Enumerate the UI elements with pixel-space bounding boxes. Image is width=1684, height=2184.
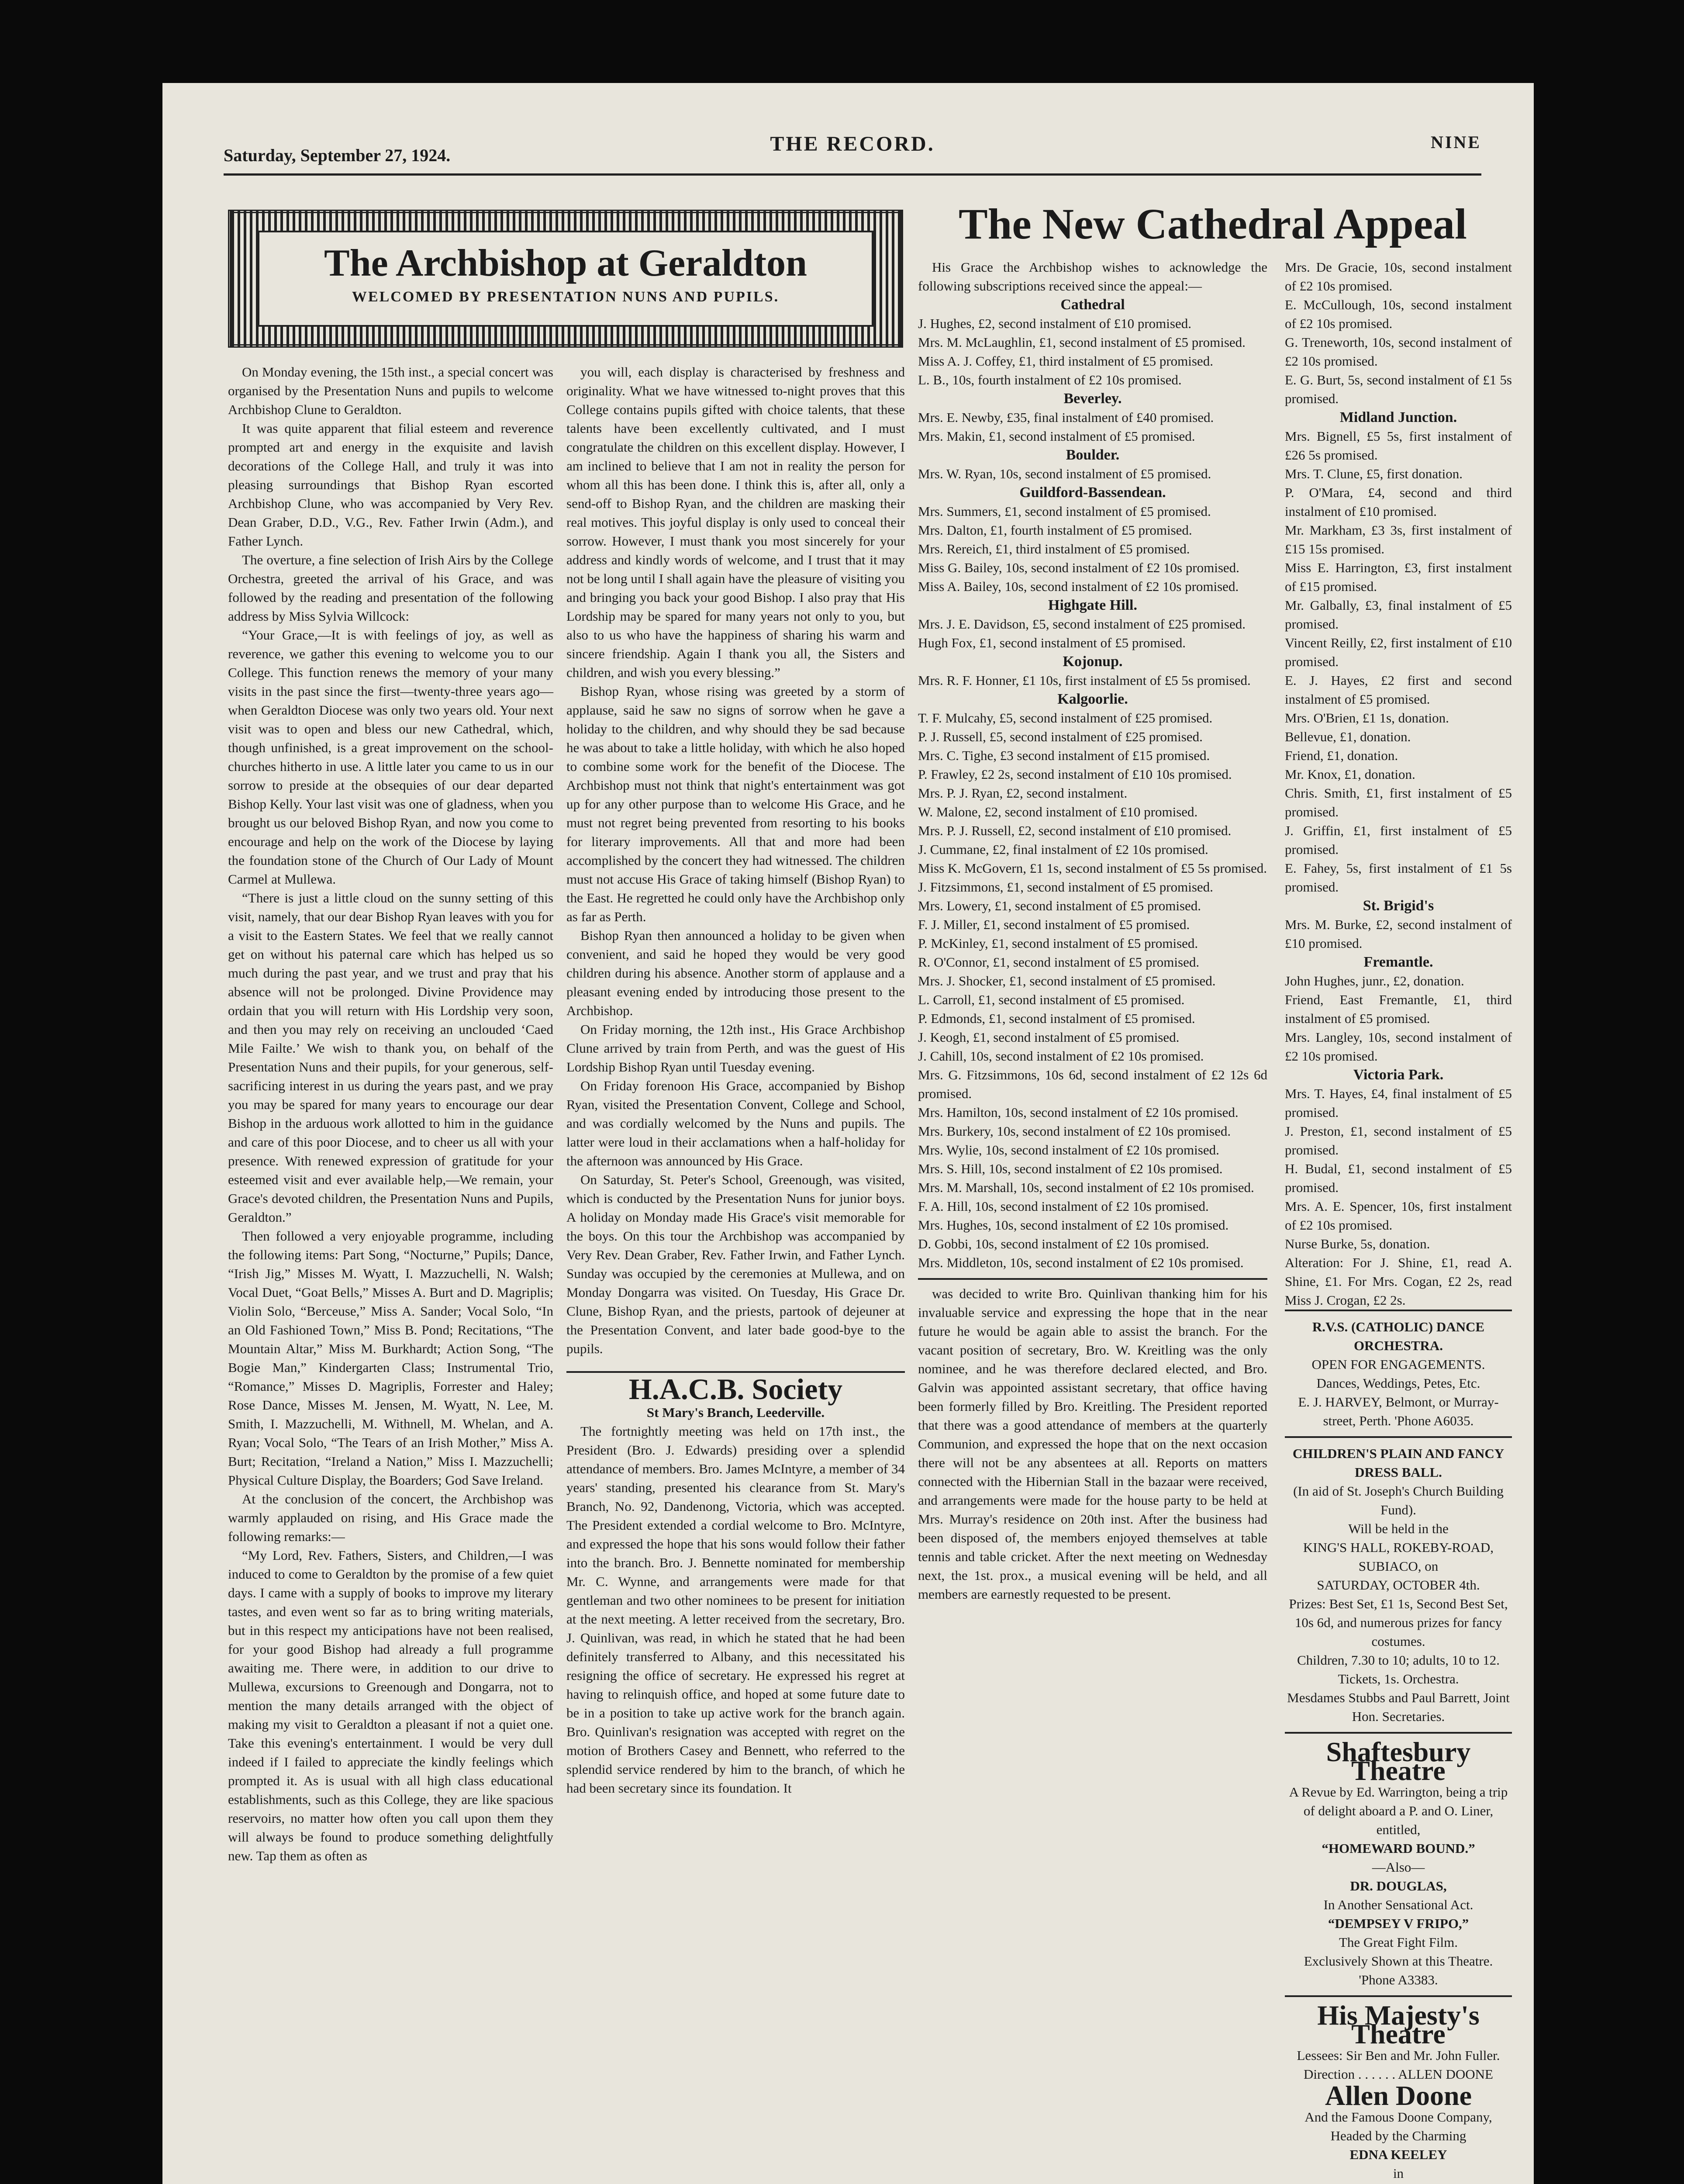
section-heading: Kalgoorlie. [1057,691,1128,707]
section-heading: St. Brigid's [1363,898,1434,914]
shaft-line1: A Revue by Ed. Warrington, being a trip of delight aboard a P. and O. Liner, entitled, [1289,1784,1508,1837]
paragraph: “Your Grace,—It is with feelings of joy, as well as reverence, we gather this evening to welcome you to our College. This function renews the memory of your many visits in the past since the first—twenty-three years ago—when Geraldton Diocese was only two years old. Your next visit was to open and bless our new Cathedral, which, though unfinished, is a great improvement on the school-churches hitherto in use. A little later you came to us in our sorrow to preside at the obsequies of our dear departed Bishop Kelly. Your last visit was one of gladness, when you brought us our beloved Bishop Ryan, and now you come to encourage and help on the work of the Diocese by laying the foundation stone of the Church of Our Lady of Mount Carmel at Mullewa. [228,627,553,887]
paragraph: Mrs. E. Newby, £35, final instalment of £40 promised. [918,410,1214,425]
paragraph: Mrs. W. Ryan, 10s, second instalment of £5 promised. [918,466,1211,481]
hm-line3: Allen Doone [1325,2080,1472,2111]
paragraph: John Hughes, junr., £2, donation. [1285,973,1464,988]
paragraph: Friend, East Fremantle, £1, third instalment of £5 promised. [1285,992,1512,1026]
paragraph: R. O'Connor, £1, second instalment of £5 promised. [918,954,1200,970]
paragraph: Chris. Smith, £1, first instalment of £5 promised. [1285,785,1512,819]
paragraph: Miss A. J. Coffey, £1, third instalment of £5 promised. [918,353,1213,369]
ball-line2: Will be held in the [1348,1521,1449,1536]
shaft-line2: “HOMEWARD BOUND.” [1322,1841,1475,1856]
paragraph: Vincent Reilly, £2, first instalment of £10 promised. [1285,635,1512,669]
ball-line6: Children, 7.30 to 10; adults, 10 to 12. [1297,1652,1500,1668]
ball-line7: Tickets, 1s. Orchestra. [1338,1671,1459,1686]
rvs-title: R.V.S. (CATHOLIC) DANCE ORCHESTRA. [1312,1319,1485,1353]
paragraph: P. O'Mara, £4, second and third instalment of £10 promised. [1285,485,1512,519]
paragraph: Mrs. P. J. Russell, £2, second instalment of £10 promised. [918,823,1232,838]
paragraph: Nurse Burke, 5s, donation. [1285,1236,1430,1251]
paragraph: E. G. Burt, 5s, second instalment of £1 5s promised. [1285,372,1512,406]
paragraph: J. Griffin, £1, first instalment of £5 promised. [1285,823,1512,857]
hm-line6: in [1393,2166,1404,2181]
paragraph: J. Cahill, 10s, second instalment of £2 10s promised. [918,1048,1204,1064]
ball-line4: SATURDAY, OCTOBER 4th. [1317,1577,1480,1593]
newspaper-page [162,83,1534,2184]
column-2 [566,363,905,1797]
paragraph: On Friday morning, the 12th inst., His Grace Archbishop Clune arrived by train from Perth, and was the guest of His Lordship Bishop Ryan until Tuesday evening. [566,1022,905,1075]
paragraph: Mrs. M. Marshall, 10s, second instalment of £2 10s promised. [918,1180,1254,1195]
shaftesbury-title: Shaftesbury Theatre [1326,1736,1471,1786]
paragraph: Mrs. O'Brien, £1 1s, donation. [1285,710,1449,726]
paragraph: Mrs. T. Hayes, £4, final instalment of £5 promised. [1285,1086,1512,1120]
paragraph: Mr. Galbally, £3, final instalment of £5 promised. [1285,598,1512,632]
section-heading: Beverley. [1063,390,1122,407]
paragraph: On Saturday, St. Peter's School, Greenough, was visited, which is conducted by the Presentation Nuns for junior boys. A holiday on Monday made His Grace's visit memorable for the boys. On this tour the Archbishop was accompanied by Very Rev. Dean Graber, Rev. Father Irwin, and Father Lynch. Sunday was occupied by the ceremonies at Mullewa, and on Monday Dongarra was visited. On Tuesday, His Grace Dr. Clune, Bishop Ryan, and the priests, partook of dejeuner at the Presentation Convent, and later bade good-bye to the pupils. [566,1172,905,1356]
paragraph: J. Preston, £1, second instalment of £5 promised. [1285,1123,1512,1158]
ball-title: CHILDREN'S PLAIN AND FANCY DRESS BALL. [1292,1446,1505,1480]
paragraph: Mrs. De Gracie, 10s, second instalment of £2 10s promised. [1285,259,1512,294]
paragraph: F. J. Miller, £1, second instalment of £5 promised. [918,917,1190,932]
paragraph: On Friday forenoon His Grace, accompanied by Bishop Ryan, visited the Presentation Convent, College and School, and was cordially welcomed by the Nuns and pupils. The latter were loud in their acclamations when a half-holiday for the afternoon was announced by His Grace. [566,1078,905,1168]
paragraph: Bishop Ryan then announced a holiday to be given when convenient, and said he hoped they would be very good children during his absence. Another storm of applause and a pleasant evening ended by introducing those present to the Archbishop. [566,928,905,1018]
paragraph: D. Gobbi, 10s, second instalment of £2 10s promised. [918,1236,1209,1251]
paragraph: Mrs. Makin, £1, second instalment of £5 promised. [918,429,1195,444]
paragraph: On Monday evening, the 15th inst., a special concert was organised by the Presentation Nuns and pupils to welcome Archbishop Clune to Geraldton. [228,364,553,417]
page-header [224,132,1481,189]
paragraph: It was quite apparent that filial esteem and reverence prompted art and energy in the exquisite and lavish decorations of the College Hall, and truly it was into pleasing surroundings that Bishop Ryan escorted Archbishop Clune, who was accompanied by Very Rev. Dean Graber, D.D., V.G., Rev. Father Irwin (Adm.), and Father Lynch. [228,421,553,549]
archbishop-title: The Archbishop at Geraldton [324,242,807,284]
paragraph: Mrs. J. E. Davidson, £5, second instalment of £25 promised. [918,616,1246,632]
paragraph: Friend, £1, donation. [1285,748,1398,763]
cathedral-intro: His Grace the Archbishop wishes to acknowledge the following subscriptions received since the appeal:— [918,259,1267,294]
shaft-line3: —Also— [1372,1859,1425,1875]
section-heading: Fremantle. [1363,954,1433,970]
paragraph: F. A. Hill, 10s, second instalment of £2 10s promised. [918,1199,1209,1214]
paragraph: Mrs. Lowery, £1, second instalment of £5 promised. [918,898,1201,913]
page-number: NINE [1430,132,1481,152]
paragraph: J. Cummane, £2, final instalment of £2 10s promised. [918,842,1208,857]
paragraph: G. Treneworth, 10s, second instalment of £2 10s promised. [1285,335,1512,369]
shaft-line7: The Great Fight Film. [1339,1935,1458,1950]
paragraph: L. Carroll, £1, second instalment of £5 promised. [918,992,1185,1007]
column-3 [918,258,1267,1603]
archbishop-subtitle: WELCOMED BY PRESENTATION NUNS AND PUPILS. [352,289,780,305]
cathedral-title: The New Cathedral Appeal [959,200,1467,248]
paragraph: “There is just a little cloud on the sunny setting of this visit, namely, that our dear Bishop Ryan leaves with you for a visit to the Eastern States. We feel that we really cannot get on without his paternal care which has helped us so much during the past year, and we trust and pray that his absence will not be prolonged. Divine Providence may ordain that you will return with His Lordship very soon, and then you may rely on receiving an unclouded ‘Caed Mile Failte.’ We wish to thank you, on behalf of the Presentation Nuns and their pupils, for your generous, self-sacrificing interest in us during the years past, and we pray you may be spared for many years to encourage our dear Bishop in the arduous work allotted to him in the guidance and care of this poor Diocese, and to cheer us all with your presence. With renewed expression of gratitude for your esteemed visit and ever available help,—We remain, your Grace's devoted children, the Presentation Nuns and Pupils, Geraldton.” [228,890,553,1225]
paragraph: Miss G. Bailey, 10s, second instalment of £2 10s promised. [918,560,1239,575]
paragraph: Mrs. C. Tighe, £3 second instalment of £15 promised. [918,748,1210,763]
paragraph: Mrs. M. Burke, £2, second instalment of £10 promised. [1285,917,1512,951]
paragraph: Mrs. Bignell, £5 5s, first instalment of £26 5s promised. [1285,429,1512,463]
paragraph: Mrs. T. Clune, £5, first donation. [1285,466,1463,481]
column-4 [1285,258,1512,2184]
paragraph: Alteration: For J. Shine, £1, read A. Shine, £1. For Mrs. Cogan, £2 2s, read Miss J. Crogan, £2 2s. [1285,1255,1512,1308]
paragraph: E. Fahey, 5s, first instalment of £1 5s promised. [1285,860,1512,895]
paragraph: At the conclusion of the concert, the Archbishop was warmly applauded on rising, and His Grace made the following remarks:— [228,1491,553,1544]
rvs-orchestra-ad [1285,1310,1512,1436]
shaft-line6: “DEMPSEY V FRIPO,” [1328,1916,1469,1931]
hacb-text-col2: The fortnightly meeting was held on 17th inst., the President (Bro. J. Edwards) presiding over a splendid attendance of members. Bro. James McIntyre, a member of 34 years' standing, presented his clearance from St. Mary's Branch, No. 92, Dandenong, Victoria, which was accepted. The President extended a cordial welcome to Bro. McIntyre, and expressed the hope that his sons would follow their father into the branch. Bro. J. Bennette nominated for membership Mr. C. Wynne, and arrangements were made for that gentleman and two other nominees to be present for initiation at the next meeting. A letter received from the secretary, Bro. J. Quinlivan, was read, in which he stated that he had been definitely transferred to Albany, and this necessitated his resigning the office of secretary. He expressed his regret at having to relinquish office, and hoped at some future date to be in a position to take up active work for the branch again. Bro. Quinlivan's resignation was accepted with regret on the motion of Brothers Casey and Bennett, who referred to the splendid service rendered by him to the branch, of which he had been secretary since its foundation. It [566,1424,905,1796]
paragraph: Mrs. Hamilton, 10s, second instalment of £2 10s promised. [918,1105,1239,1120]
paragraph: J. Keogh, £1, second instalment of £5 promised. [918,1030,1180,1045]
ball-line1: (In aid of St. Joseph's Church Building Fund). [1293,1483,1504,1517]
cathedral-list-col4 [1285,258,1512,1310]
paragraph: Mrs. Langley, 10s, second instalment of £2 10s promised. [1285,1030,1512,1064]
hm-line4: And the Famous Doone Company, Headed by the Charming [1304,2109,1492,2143]
paragraph: Mrs. Hughes, 10s, second instalment of £2 10s promised. [918,1217,1229,1233]
hm-line2: Direction . . . . . . ALLEN DOONE [1304,2067,1493,2082]
his-majestys-ad [1285,1995,1512,2184]
paragraph: T. F. Mulcahy, £5, second instalment of £25 promised. [918,710,1213,726]
paragraph: Mrs. Middleton, 10s, second instalment of £2 10s promised. [918,1255,1244,1270]
ball-line3: KING'S HALL, ROKEBY-ROAD, SUBIACO, on [1303,1540,1494,1574]
paragraph: Miss K. McGovern, £1 1s, second instalment of £5 5s promised. [918,860,1267,876]
issue-date: Saturday, September 27, 1924. [224,145,451,165]
archbishop-headline-box [228,210,903,348]
shaftesbury-ad [1285,1732,1512,1995]
paragraph: J. Hughes, £2, second instalment of £10 promised. [918,316,1191,331]
paragraph: Miss A. Bailey, 10s, second instalment of £2 10s promised. [918,579,1239,594]
hm-line5: EDNA KEELEY [1349,2147,1447,2162]
archbishop-article-col2 [566,363,905,1358]
paragraph: Bishop Ryan, whose rising was greeted by a storm of applause, said he saw no signs of sorrow when he gave a holiday to the children, and why should they be sad because he was about to take a little holiday, with which he also hoped to combine some work for the benefit of the Diocese. The Archbishop must not think that night's entertainment was got up for any other purpose than to welcome His Grace, and he must not regret being prevented from resorting to his books for literary improvements. All that and more had been accomplished by the concert they had witnessed. The children must not accuse His Grace of taking himself (Bishop Ryan) to the East. He regretted he could only have the Archbishop only as far as Perth. [566,684,905,924]
archbishop-article-col1 [228,363,553,1865]
paragraph: Mr. Markham, £3 3s, first instalment of £15 15s promised. [1285,522,1512,556]
shaft-line4: DR. DOUGLAS, [1350,1878,1447,1894]
paragraph: Mrs. Dalton, £1, fourth instalment of £5 promised. [918,522,1192,538]
paragraph: P. Frawley, £2 2s, second instalment of £10 10s promised. [918,767,1232,782]
paragraph: Mrs. Burkery, 10s, second instalment of £2 10s promised. [918,1123,1231,1139]
paragraph: Mrs. J. Shocker, £1, second instalment of £5 promised. [918,973,1216,988]
hacb-continuation [918,1278,1267,1603]
paragraph: Mr. Knox, £1, donation. [1285,767,1415,782]
ball-line8: Mesdames Stubbs and Paul Barrett, Joint Hon. Secretaries. [1287,1690,1510,1724]
rvs-line2: Dances, Weddings, Petes, Etc. [1316,1375,1480,1391]
paragraph: P. McKinley, £1, second instalment of £5 promised. [918,936,1198,951]
hacb-subtitle: St Mary's Branch, Leederville. [646,1405,825,1420]
rvs-line3: E. J. HARVEY, Belmont, or Murray-street, Perth. 'Phone A6035. [1298,1394,1499,1428]
masthead: THE RECORD. [770,132,935,156]
header-rule [224,173,1481,176]
paragraph: Bellevue, £1, donation. [1285,729,1411,744]
paragraph: “My Lord, Rev. Fathers, Sisters, and Children,—I was induced to come to Geraldton by the promise of a few quiet days. I came with a supply of books to improve my literary tastes, and even went so far as to bring writing materials, but in this respect my anticipations have not been realised, for your good Bishop had already a full programme awaiting me. There were, in addition to our drive to Mullewa, excursions to Greenough and Dongarra, not to mention the many details arranged with the object of making my visit to Geraldton a pleasant if not a quiet one. Take this evening's entertainment. I would be very dull indeed if I failed to appreciate the kindly feelings which prompted it. As is usual with all high class educational establishments, such as this College, they are like spacious reservoirs, no matter how often you call upon them they will always be found to produce something delightfully new. Tap them as often as [228,1548,553,1863]
hacb-title: H.A.C.B. Society [566,1371,905,1399]
paragraph: Mrs. Wylie, 10s, second instalment of £2 10s promised. [918,1142,1219,1158]
paragraph: you will, each display is characterised by freshness and originality. What we have witnessed to-night proves that this College contains pupils gifted with choice talents, that these talents have been excellently cultivated, and I must congratulate the children on this excellent display. However, I am inclined to believe that I am not in reality the person for whom all this has been done. I think this is, after all, only a send-off to Bishop Ryan, and the children are masking their real motives. This joyful display is only used to conceal their sorrow. However, I must thank you most sincerely for your address and kindly words of welcome, and I trust that it may not be long until I shall again have the pleasure of visiting you and bringing you back your good Bishop. I also pray that His Lordship may be spared for many years not only to you, but also to us who have the happiness of sharing his warm and sincere friendship. Again I thank you all, the Sisters and children, and wish you every blessing.” [566,364,905,680]
paragraph: Mrs. Rereich, £1, third instalment of £5 promised. [918,541,1190,556]
hm-line1: Lessees: Sir Ben and Mr. John Fuller. [1297,2048,1500,2063]
column-1 [228,363,553,1865]
his-majestys-title: His Majesty's Theatre [1317,2000,1480,2049]
paragraph: E. J. Hayes, £2 first and second instalment of £5 promised. [1285,673,1512,707]
paragraph: Mrs. Summers, £1, second instalment of £5 promised. [918,504,1211,519]
paragraph: E. McCullough, 10s, second instalment of £2 10s promised. [1285,297,1512,331]
ball-line5: Prizes: Best Set, £1 1s, Second Best Set, 10s 6d, and numerous prizes for fancy costumes. [1289,1596,1508,1649]
paragraph: P. J. Russell, £5, second instalment of £25 promised. [918,729,1203,744]
hacb-text-col3: was decided to write Bro. Quinlivan thanking him for his invaluable service and expressing the hope that in the near future he would be again able to assist the branch. For the vacant position of secretary, Bro. W. Kreitling was the only nominee, and he was therefore declared elected, and Bro. Galvin was appointed assistant secretary, that office having been formerly filled by Bro. Kreitling. The President reported that there was a good attendance of members at the quarterly Communion, and expressed the hope that on the next occasion there will not be any absentees at all. Reports on matters connected with the Hibernian Stall in the bazaar were received, and arrangements were made for the house party to be held at Mrs. Murray's residence on 20th inst. After the business had been disposed of, the members enjoyed themselves at table tennis and table cricket. After the next meeting on Wednesday next, the 1st. prox., a musical evening will be held, and all members are earnestly requested to be present. [918,1286,1267,1602]
section-heading: Victoria Park. [1353,1067,1444,1083]
paragraph: Mrs. S. Hill, 10s, second instalment of £2 10s promised. [918,1161,1223,1176]
paragraph: L. B., 10s, fourth instalment of £2 10s promised. [918,372,1182,387]
shaft-line5: In Another Sensational Act. [1323,1897,1474,1912]
paragraph: Mrs. M. McLaughlin, £1, second instalment of £5 promised. [918,335,1246,350]
dress-ball-ad [1285,1436,1512,1732]
cathedral-list-col3 [918,295,1267,1272]
shaft-line8: Exclusively Shown at this Theatre. 'Phone A3383. [1304,1953,1493,1987]
paragraph: J. Fitzsimmons, £1, second instalment of £5 promised. [918,879,1213,895]
paragraph: H. Budal, £1, second instalment of £5 promised. [1285,1161,1512,1195]
section-heading: Boulder. [1066,447,1120,463]
paragraph: Mrs. P. J. Ryan, £2, second instalment. [918,785,1128,801]
paragraph: Mrs. G. Fitzsimmons, 10s 6d, second instalment of £2 12s 6d promised. [918,1067,1267,1101]
paragraph: Miss E. Harrington, £3, first instalment of £15 promised. [1285,560,1512,594]
paragraph: Hugh Fox, £1, second instalment of £5 promised. [918,635,1186,650]
rvs-line1: OPEN FOR ENGAGEMENTS. [1311,1357,1485,1372]
section-heading: Midland Junction. [1339,409,1457,425]
section-heading: Kojonup. [1063,653,1123,670]
paragraph: Mrs. R. F. Honner, £1 10s, first instalment of £5 5s promised. [918,673,1251,688]
paragraph: The overture, a fine selection of Irish Airs by the College Orchestra, greeted the arrival of his Grace, and was followed by the reading and presentation of the following address by Miss Sylvia Willcock: [228,552,553,624]
paragraph: W. Malone, £2, second instalment of £10 promised. [918,804,1198,819]
section-heading: Cathedral [1060,297,1125,313]
paragraph: Then followed a very enjoyable programme, including the following items: Part Song, “Nocturne,” Pupils; Dance, “Irish Jig,” Misses M. Wyatt, I. Mazzuchelli, N. Walsh; Vocal Duet, “Goat Bells,” Misses A. Burt and D. Magriplis; Violin Solo, “Berceuse,” Miss A. Sander; Vocal Solo, “In an Old Fashioned Town,” Miss B. Pond; Recitations, “The Mountain Altar,” Miss M. Burkhardt; Action Song, “The Bogie Man,” Kindergarten Class; Instrumental Trio, “Romance,” Misses D. Magriplis, Forrester and Haley; Rose Dance, Misses M. Jensen, M. Wyatt, N. Lee, M. Smith, I. Mazzuchelli, M. Withnell, M. Whelan, and A. Ryan; Vocal Solo, “The Tears of an Irish Mother,” Miss A. Burt; Recitation, “Ireland a Nation,” Miss I. Mazzuchelli; Physical Culture Display, the Boarders; God Save Ireland. [228,1228,553,1488]
paragraph: P. Edmonds, £1, second instalment of £5 promised. [918,1011,1195,1026]
paragraph: Mrs. A. E. Spencer, 10s, first instalment of £2 10s promised. [1285,1199,1512,1233]
section-heading: Highgate Hill. [1048,597,1137,613]
section-heading: Guildford-Bassendean. [1019,484,1166,501]
